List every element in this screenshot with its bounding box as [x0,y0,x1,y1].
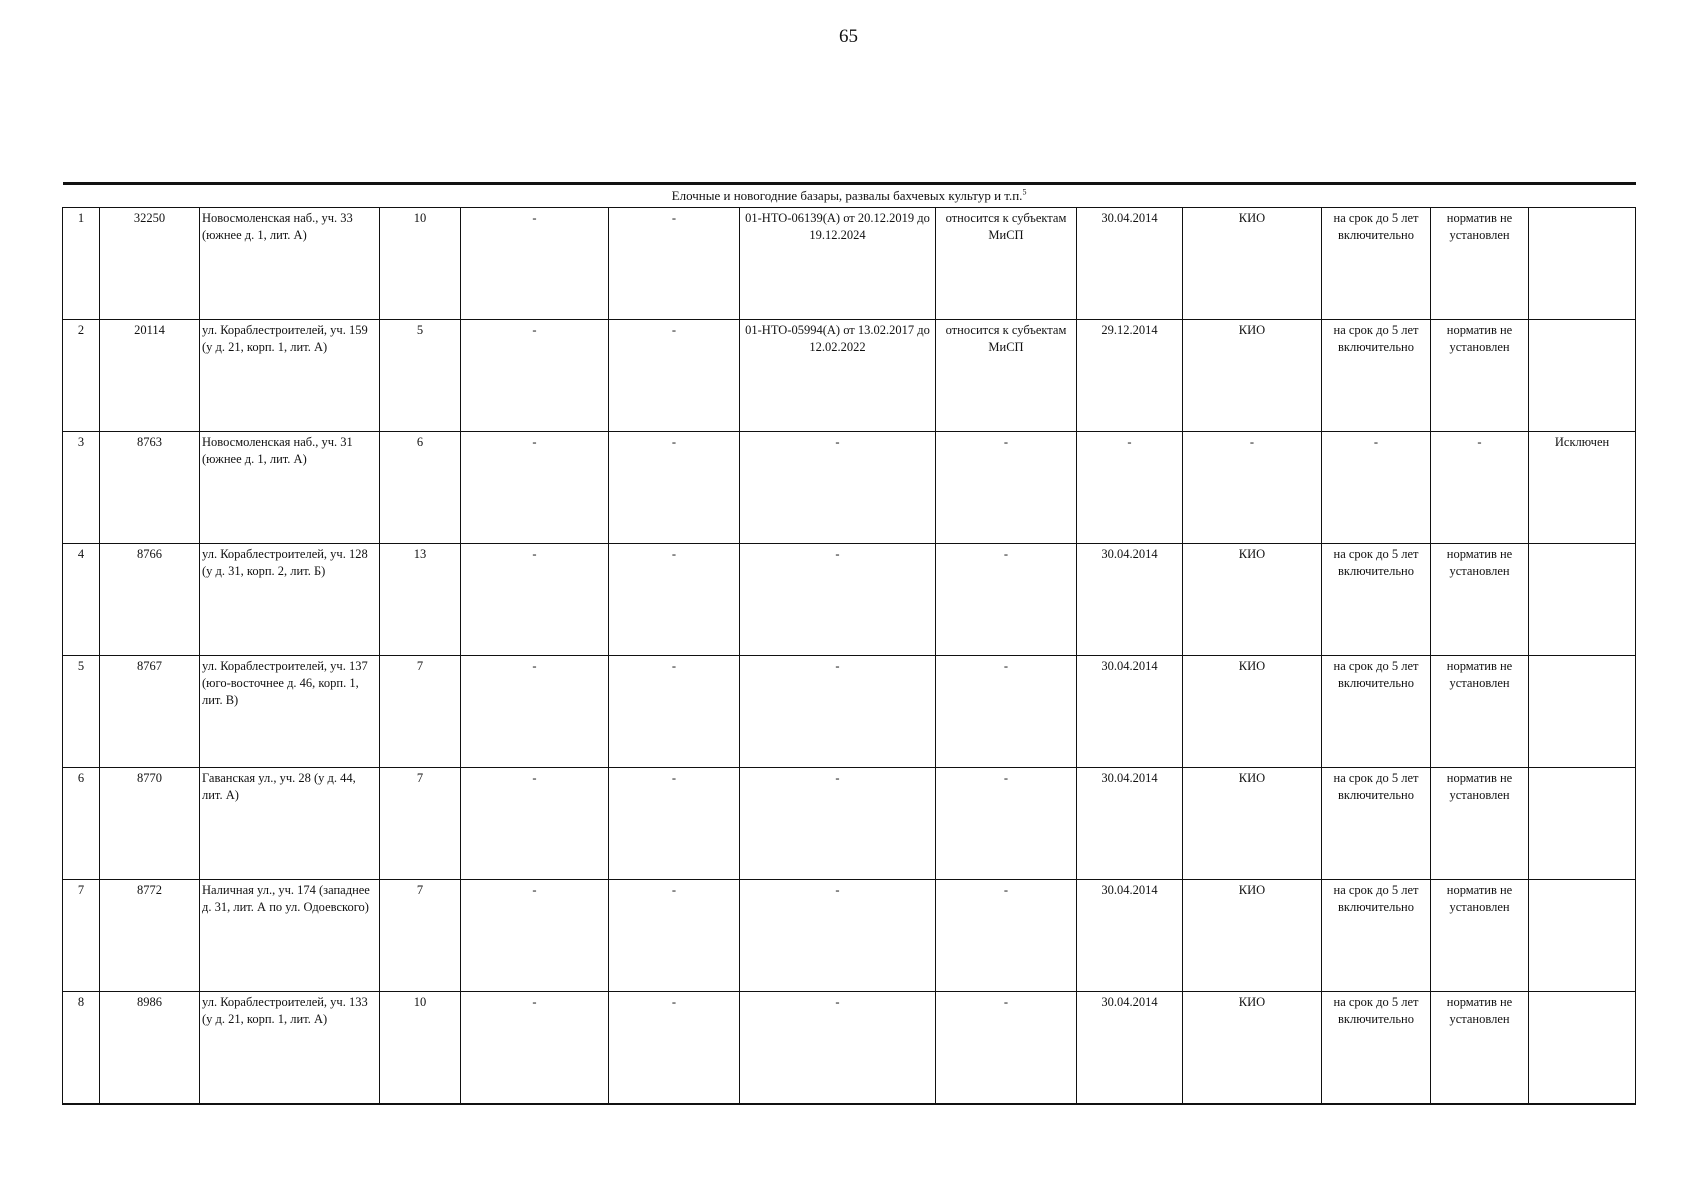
places-count-cell: 5 [380,320,461,432]
term-cell: на срок до 5 лет включительно [1322,656,1431,768]
organization-cell: КИО [1183,320,1322,432]
column-5-cell: - [461,208,609,320]
column-6-cell: - [609,656,740,768]
address-cell: Гаванская ул., уч. 28 (у д. 44, лит. А) [200,768,380,880]
note-cell [1529,768,1636,880]
term-cell: - [1322,432,1431,544]
object-id-cell: 8766 [100,544,200,656]
table-row [63,768,1636,880]
table-row [63,880,1636,992]
registry-table [62,182,1636,1105]
category-cell: относится к субъектам МиСП [936,320,1077,432]
address-cell: Наличная ул., уч. 174 (западнее д. 31, лит. А по ул. Одоевского) [200,880,380,992]
column-5-cell: - [461,768,609,880]
address-cell: ул. Кораблестроителей, уч. 159 (у д. 21, корп. 1, лит. А) [200,320,380,432]
organization-cell: КИО [1183,208,1322,320]
places-count-cell: 7 [380,768,461,880]
organization-cell: - [1183,432,1322,544]
organization-cell: КИО [1183,880,1322,992]
note-cell [1529,208,1636,320]
row-number-cell: 6 [63,768,100,880]
category-cell: - [936,432,1077,544]
agreement-cell: - [740,880,936,992]
table-row [63,544,1636,656]
column-6-cell: - [609,544,740,656]
column-6-cell: - [609,768,740,880]
places-count-cell: 6 [380,432,461,544]
places-count-cell: 13 [380,544,461,656]
table-row [63,208,1636,320]
places-count-cell: 10 [380,992,461,1105]
places-count-cell: 10 [380,208,461,320]
column-6-cell: - [609,208,740,320]
object-id-cell: 8763 [100,432,200,544]
norm-cell: норматив не установлен [1431,656,1529,768]
column-6-cell: - [609,880,740,992]
places-count-cell: 7 [380,880,461,992]
row-number-cell: 3 [63,432,100,544]
column-5-cell: - [461,432,609,544]
row-number-cell: 5 [63,656,100,768]
norm-cell: - [1431,432,1529,544]
column-5-cell: - [461,544,609,656]
term-cell: на срок до 5 лет включительно [1322,768,1431,880]
date-cell: 30.04.2014 [1077,992,1183,1105]
row-number-cell: 1 [63,208,100,320]
note-cell [1529,656,1636,768]
category-cell: - [936,768,1077,880]
norm-cell: норматив не установлен [1431,208,1529,320]
object-id-cell: 8986 [100,992,200,1105]
row-number-cell: 8 [63,992,100,1105]
term-cell: на срок до 5 лет включительно [1322,880,1431,992]
address-cell: Новосмоленская наб., уч. 33 (южнее д. 1, лит. А) [200,208,380,320]
column-5-cell: - [461,992,609,1105]
section-header-row [63,184,1636,208]
agreement-cell: 01-НТО-06139(А) от 20.12.2019 до 19.12.2024 [740,208,936,320]
note-cell [1529,992,1636,1105]
column-6-cell: - [609,320,740,432]
organization-cell: КИО [1183,992,1322,1105]
date-cell: 29.12.2014 [1077,320,1183,432]
note-cell: Исключен [1529,432,1636,544]
note-cell [1529,544,1636,656]
column-5-cell: - [461,320,609,432]
date-cell: 30.04.2014 [1077,208,1183,320]
address-cell: Новосмоленская наб., уч. 31 (южнее д. 1, лит. А) [200,432,380,544]
page-number: 65 [839,26,858,47]
agreement-cell: - [740,992,936,1105]
category-cell: - [936,544,1077,656]
norm-cell: норматив не установлен [1431,544,1529,656]
object-id-cell: 8770 [100,768,200,880]
object-id-cell: 32250 [100,208,200,320]
section-title-text: Елочные и новогодние базары, развалы бахчевых культур и т.п. [671,188,1023,203]
address-cell: ул. Кораблестроителей, уч. 128 (у д. 31, корп. 2, лит. Б) [200,544,380,656]
row-number-cell: 2 [63,320,100,432]
note-cell [1529,320,1636,432]
column-5-cell: - [461,656,609,768]
section-title [63,184,1636,208]
organization-cell: КИО [1183,544,1322,656]
object-id-cell: 8767 [100,656,200,768]
places-count-cell: 7 [380,656,461,768]
date-cell: 30.04.2014 [1077,544,1183,656]
term-cell: на срок до 5 лет включительно [1322,544,1431,656]
agreement-cell: - [740,656,936,768]
norm-cell: норматив не установлен [1431,992,1529,1105]
agreement-cell: - [740,544,936,656]
address-cell: ул. Кораблестроителей, уч. 137 (юго-восточнее д. 46, корп. 1, лит. В) [200,656,380,768]
table-row [63,320,1636,432]
column-6-cell: - [609,992,740,1105]
object-id-cell: 20114 [100,320,200,432]
agreement-cell: - [740,768,936,880]
row-number-cell: 7 [63,880,100,992]
date-cell: 30.04.2014 [1077,656,1183,768]
section-footnote-mark: 5 [1022,187,1027,197]
agreement-cell: - [740,432,936,544]
row-number-cell: 4 [63,544,100,656]
term-cell: на срок до 5 лет включительно [1322,208,1431,320]
table-row [63,656,1636,768]
term-cell: на срок до 5 лет включительно [1322,320,1431,432]
norm-cell: норматив не установлен [1431,880,1529,992]
category-cell: - [936,656,1077,768]
norm-cell: норматив не установлен [1431,768,1529,880]
category-cell: - [936,880,1077,992]
category-cell: относится к субъектам МиСП [936,208,1077,320]
norm-cell: норматив не установлен [1431,320,1529,432]
column-5-cell: - [461,880,609,992]
table-row [63,992,1636,1105]
date-cell: - [1077,432,1183,544]
object-id-cell: 8772 [100,880,200,992]
date-cell: 30.04.2014 [1077,880,1183,992]
address-cell: ул. Кораблестроителей, уч. 133 (у д. 21, корп. 1, лит. А) [200,992,380,1105]
note-cell [1529,880,1636,992]
term-cell: на срок до 5 лет включительно [1322,992,1431,1105]
agreement-cell: 01-НТО-05994(А) от 13.02.2017 до 12.02.2022 [740,320,936,432]
date-cell: 30.04.2014 [1077,768,1183,880]
organization-cell: КИО [1183,656,1322,768]
column-6-cell: - [609,432,740,544]
organization-cell: КИО [1183,768,1322,880]
table-row [63,432,1636,544]
category-cell: - [936,992,1077,1105]
